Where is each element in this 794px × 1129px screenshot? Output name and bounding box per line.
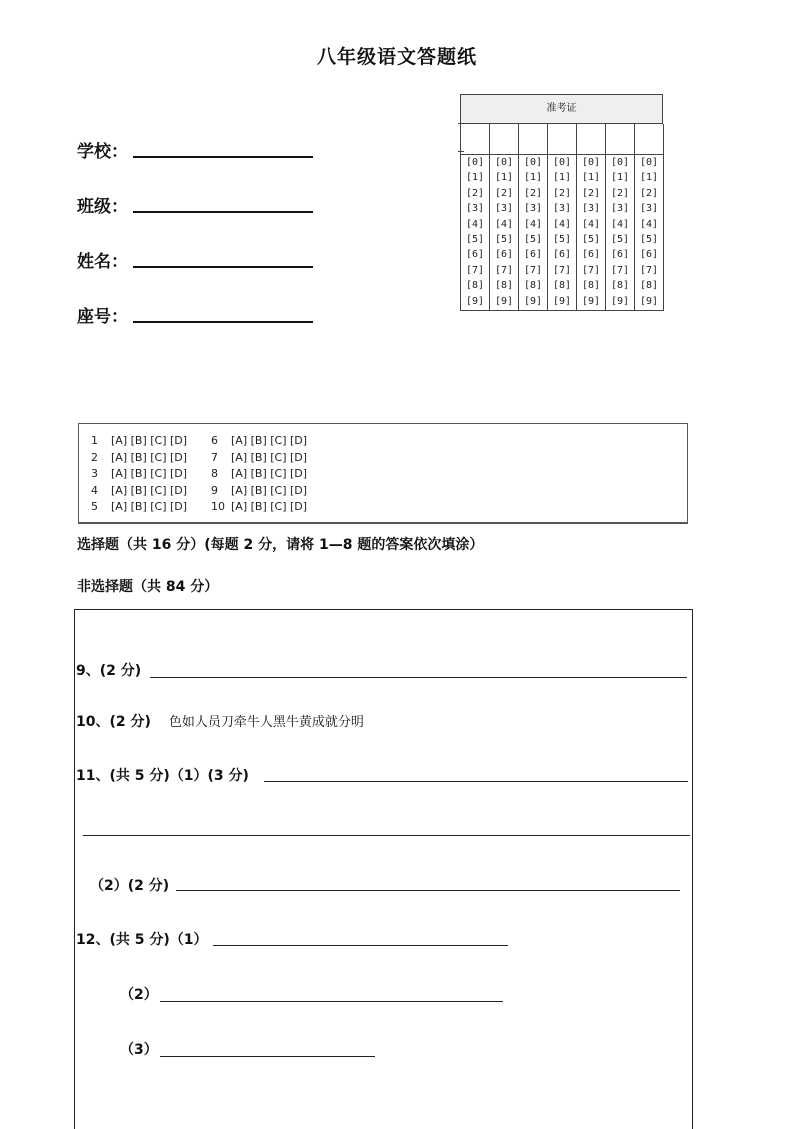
- ticket-digit-bubble[interactable]: [9]: [465, 295, 485, 307]
- ticket-column: [460, 124, 489, 311]
- question-12-2-label: （2）: [120, 987, 158, 1003]
- question-11-2-label: （2）(2 分): [90, 878, 170, 894]
- mc-options[interactable]: [A] [B] [C] [D]: [111, 434, 188, 447]
- ticket-digit-box[interactable]: [548, 124, 576, 155]
- ticket-digit-bubble[interactable]: [6]: [581, 249, 601, 261]
- ticket-digit-bubble[interactable]: [8]: [610, 280, 630, 292]
- question-12-3-label: （3）: [120, 1042, 158, 1058]
- mc-question: [211, 434, 307, 447]
- ticket-digit-bubble[interactable]: [4]: [494, 218, 514, 230]
- question-10-answer[interactable]: 色如人员刀牵牛人黑牛黄成就分明: [168, 715, 364, 730]
- ticket-digit-bubble[interactable]: [4]: [610, 218, 630, 230]
- ticket-digit-bubble[interactable]: [8]: [465, 280, 485, 292]
- ticket-digit-bubble[interactable]: [7]: [465, 264, 485, 276]
- ticket-digit-bubble[interactable]: [6]: [552, 249, 572, 261]
- ticket-digit-bubble[interactable]: [0]: [581, 157, 601, 168]
- mc-options[interactable]: [A] [B] [C] [D]: [111, 500, 188, 513]
- ticket-digit-bubble[interactable]: [8]: [523, 280, 543, 292]
- class-label: 班级：: [77, 197, 128, 217]
- question-9-label: 9、(2 分): [76, 663, 142, 679]
- ticket-digit-bubble[interactable]: [7]: [639, 264, 659, 276]
- ticket-digit-bubble[interactable]: [2]: [639, 187, 659, 199]
- ticket-digit-bubble[interactable]: [4]: [639, 218, 659, 230]
- ticket-column: [547, 124, 576, 311]
- mc-options[interactable]: [A] [B] [C] [D]: [111, 450, 188, 464]
- ticket-digit-bubble[interactable]: [6]: [494, 249, 514, 261]
- ticket-columns: [460, 124, 664, 311]
- mc-options[interactable]: [A] [B] [C] [D]: [111, 483, 188, 497]
- ticket-digit-bubble[interactable]: [0]: [610, 157, 630, 168]
- ticket-digit-bubble[interactable]: [3]: [639, 203, 659, 215]
- mc-question: [91, 484, 187, 497]
- question-12-3-answer-line[interactable]: [160, 1056, 375, 1057]
- ticket-digit-bubble[interactable]: [1]: [465, 172, 485, 184]
- mc-question-number: 8: [211, 467, 218, 480]
- seat-underline[interactable]: [133, 321, 313, 323]
- ticket-digit-box[interactable]: [461, 124, 489, 155]
- ticket-digit-bubble[interactable]: [0]: [552, 157, 572, 168]
- question-11-1-answer-line-2[interactable]: [83, 835, 690, 836]
- ticket-digit-bubble[interactable]: [2]: [552, 187, 572, 199]
- ticket-digit-bubble[interactable]: [9]: [639, 295, 659, 307]
- ticket-digit-bubble[interactable]: [0]: [465, 157, 485, 168]
- mc-question: [91, 434, 187, 447]
- ticket-digit-bubble[interactable]: [5]: [610, 233, 630, 245]
- question-10-label: 10、(2 分): [76, 714, 151, 730]
- ticket-digit-bubble[interactable]: [0]: [639, 157, 659, 168]
- ticket-column: [634, 124, 663, 311]
- ticket-digit-bubble[interactable]: [7]: [494, 264, 514, 276]
- mc-question: [91, 500, 187, 513]
- ticket-digit-bubble[interactable]: [0]: [494, 157, 514, 168]
- mc-options[interactable]: [A] [B] [C] [D]: [111, 467, 188, 480]
- ticket-digit-bubble[interactable]: [6]: [639, 249, 659, 261]
- ticket-digit-bubble[interactable]: [1]: [552, 172, 572, 184]
- mc-question-number: 5: [91, 500, 98, 513]
- mc-question: [211, 467, 307, 480]
- mc-question-number: 3: [91, 467, 98, 480]
- multiple-choice-box: [78, 423, 688, 524]
- ticket-digit-bubble[interactable]: [3]: [610, 203, 630, 215]
- mc-question: [211, 484, 307, 497]
- question-12-label: 12、(共 5 分)（1）: [76, 932, 208, 948]
- ticket-digit-bubble[interactable]: [4]: [552, 218, 572, 230]
- ticket-digit-box[interactable]: [606, 124, 634, 155]
- ticket-column: [518, 124, 547, 311]
- ticket-digit-bubble[interactable]: [9]: [610, 295, 630, 307]
- ticket-digit-bubble[interactable]: [5]: [552, 233, 572, 245]
- question-12-1-answer-line[interactable]: [213, 945, 508, 946]
- ticket-digit-bubble[interactable]: [3]: [465, 203, 485, 215]
- mc-question: [211, 451, 307, 464]
- question-10-row: [76, 711, 364, 731]
- mc-question-number: 2: [91, 450, 98, 464]
- question-11-1-answer-line[interactable]: [264, 781, 688, 782]
- ticket-digit-bubble[interactable]: [3]: [494, 203, 514, 215]
- question-9-answer-line[interactable]: [150, 677, 687, 678]
- ticket-digit-bubble[interactable]: [8]: [639, 280, 659, 292]
- ticket-header: 准考证: [460, 94, 663, 124]
- ticket-digit-bubble[interactable]: [9]: [552, 295, 572, 307]
- mc-question-number: 1: [91, 434, 98, 447]
- ticket-digit-bubble[interactable]: [2]: [523, 187, 543, 199]
- ticket-digit-bubble[interactable]: [7]: [552, 264, 572, 276]
- page-title: 八年级语文答题纸: [316, 46, 477, 68]
- ticket-column: [605, 124, 634, 311]
- ticket-digit-bubble[interactable]: [7]: [523, 264, 543, 276]
- seat-label: 座号：: [77, 307, 128, 327]
- school-underline[interactable]: [133, 156, 313, 158]
- ticket-digit-bubble[interactable]: [1]: [494, 172, 514, 184]
- ticket-digit-bubble[interactable]: [4]: [523, 218, 543, 230]
- ticket-digit-bubble[interactable]: [1]: [581, 172, 601, 184]
- mc-question: [211, 500, 307, 513]
- ticket-digit-box[interactable]: [490, 124, 518, 155]
- ticket-digit-bubble[interactable]: [4]: [465, 218, 485, 230]
- choice-section-heading: 选择题（共 16 分）(每题 2 分，请将 1—8 题的答案依次填涂）: [77, 537, 484, 553]
- ticket-digit-bubble[interactable]: [8]: [494, 280, 514, 292]
- ticket-digit-bubble[interactable]: [8]: [581, 280, 601, 292]
- mc-question-number: 9: [211, 483, 218, 497]
- ticket-digit-box[interactable]: [635, 124, 663, 155]
- ticket-digit-box[interactable]: [519, 124, 547, 155]
- ticket-digit-bubble[interactable]: [9]: [494, 295, 514, 307]
- ticket-digit-bubble[interactable]: [7]: [610, 264, 630, 276]
- ticket-digit-bubble[interactable]: [3]: [581, 203, 601, 215]
- admission-ticket-grid: [460, 94, 664, 312]
- school-label: 学校：: [77, 142, 128, 162]
- ticket-digit-bubble[interactable]: [1]: [610, 172, 630, 184]
- ticket-digit-bubble[interactable]: [5]: [639, 233, 659, 245]
- question-12-2-answer-line[interactable]: [160, 1001, 503, 1002]
- mc-question-number: 10: [211, 500, 225, 513]
- ticket-digit-bubble[interactable]: [6]: [465, 249, 485, 261]
- ticket-column: [489, 124, 518, 311]
- name-underline[interactable]: [133, 266, 313, 268]
- ticket-digit-bubble[interactable]: [5]: [494, 233, 514, 245]
- mc-question-number: 6: [211, 434, 218, 447]
- ticket-digit-bubble[interactable]: [8]: [552, 280, 572, 292]
- ticket-digit-box[interactable]: [577, 124, 605, 155]
- ticket-digit-bubble[interactable]: [2]: [494, 187, 514, 199]
- ticket-digit-bubble[interactable]: [5]: [465, 233, 485, 245]
- ticket-digit-bubble[interactable]: [2]: [610, 187, 630, 199]
- ticket-digit-bubble[interactable]: [2]: [581, 187, 601, 199]
- mc-question-number: 4: [91, 483, 98, 497]
- name-label: 姓名：: [77, 252, 128, 272]
- mc-options[interactable]: [A] [B] [C] [D]: [231, 450, 308, 464]
- nonchoice-answer-box: [74, 609, 693, 1129]
- question-11-2-answer-line[interactable]: [176, 890, 680, 891]
- ticket-digit-bubble[interactable]: [6]: [523, 249, 543, 261]
- ticket-digit-bubble[interactable]: [6]: [610, 249, 630, 261]
- ticket-digit-bubble[interactable]: [4]: [581, 218, 601, 230]
- ticket-digit-bubble[interactable]: [7]: [581, 264, 601, 276]
- nonchoice-section-heading: 非选择题（共 84 分）: [77, 579, 219, 595]
- mc-question: [91, 467, 187, 480]
- mc-question-number: 7: [211, 450, 218, 464]
- ticket-column: [576, 124, 605, 311]
- class-underline[interactable]: [133, 211, 313, 213]
- ticket-digit-bubble[interactable]: [9]: [523, 295, 543, 307]
- ticket-digit-bubble[interactable]: [0]: [523, 157, 543, 168]
- ticket-digit-bubble[interactable]: [9]: [581, 295, 601, 307]
- ticket-digit-bubble[interactable]: [3]: [523, 203, 543, 215]
- mc-options[interactable]: [A] [B] [C] [D]: [231, 483, 308, 497]
- mc-options[interactable]: [A] [B] [C] [D]: [231, 434, 308, 447]
- question-11-label: 11、(共 5 分)（1）(3 分): [76, 768, 249, 784]
- ticket-digit-bubble[interactable]: [1]: [523, 172, 543, 184]
- ticket-digit-bubble[interactable]: [1]: [639, 172, 659, 184]
- ticket-digit-bubble[interactable]: [3]: [552, 203, 572, 215]
- ticket-digit-bubble[interactable]: [2]: [465, 187, 485, 199]
- ticket-digit-bubble[interactable]: [5]: [523, 233, 543, 245]
- mc-options[interactable]: [A] [B] [C] [D]: [231, 500, 308, 513]
- mc-question: [91, 451, 187, 464]
- mc-options[interactable]: [A] [B] [C] [D]: [231, 467, 308, 480]
- ticket-digit-bubble[interactable]: [5]: [581, 233, 601, 245]
